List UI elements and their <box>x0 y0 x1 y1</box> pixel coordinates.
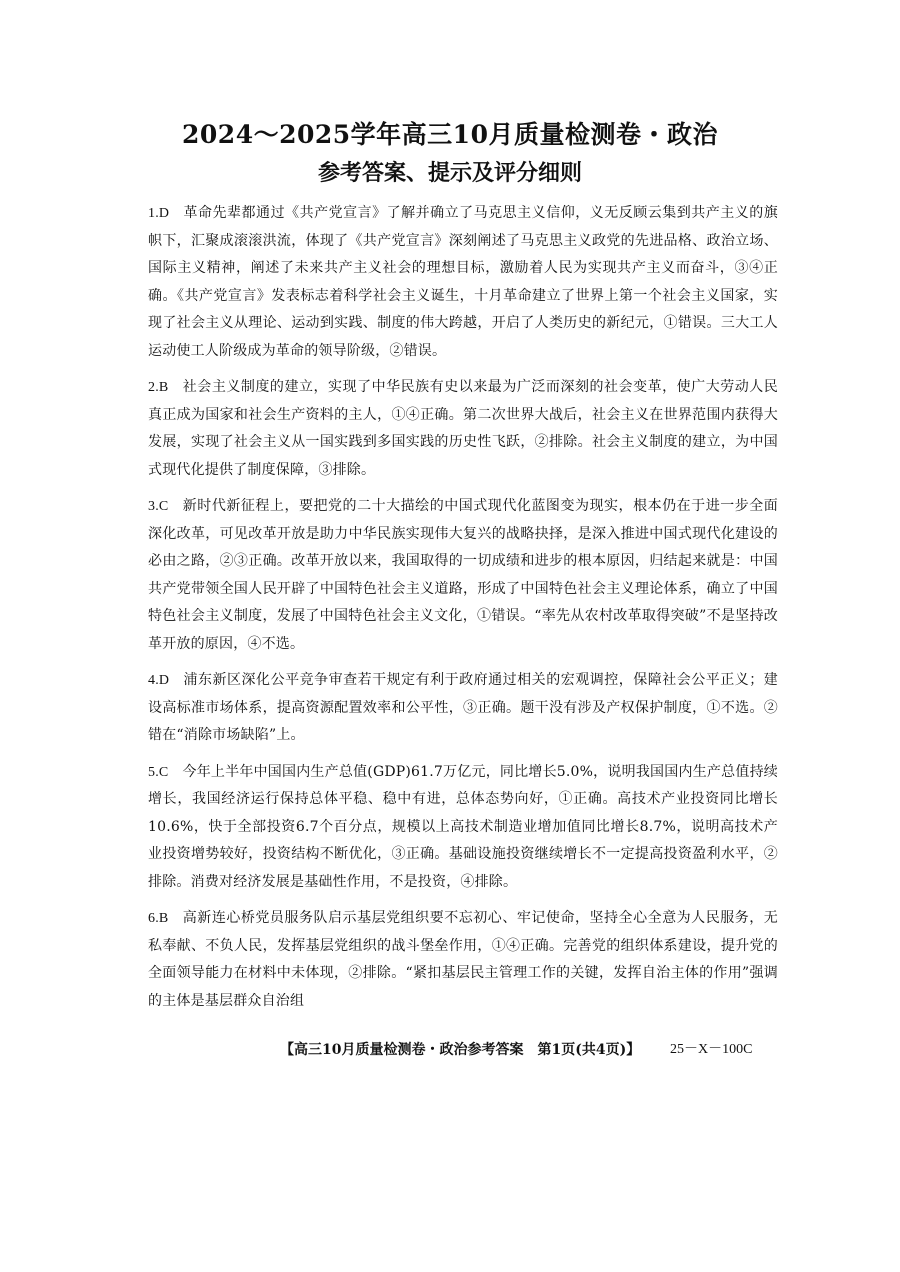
explanation-text: 新时代新征程上，要把党的二十大描绘的中国式现代化蓝图变为现实，根本仍在于进一步全面深化改革，可见改革开放是助力中华民族实现伟大复兴的战略抉择，是深入推进中国式现代化建设的必由之路，②③正确。改革开放以来，我国取得的一切成绩和进步的根本原因，归结起来就是：中国共产党带领全国人民开辟了中国特色社会主义道路，形成了中国特色社会主义理论体系，确立了中国特色社会主义制度，发展了中国特色社会主义文化，①错误。“率先从农村改革取得突破”不是坚持改革开放的原因，④不选。 <box>148 498 778 652</box>
question-number: 6. <box>148 911 159 926</box>
answer-letter: C <box>158 764 169 780</box>
question-number: 3. <box>148 499 159 514</box>
question-number: 5. <box>148 764 159 780</box>
explanation-text: 今年上半年中国国内生产总值(GDP)61.7万亿元，同比增长5.0%，说明我国国内生产总值持续增长，我国经济运行保持总体平稳、稳中有进，总体态势向好，①正确。高技术产业投资同比增长10.6%，快于全部投资6.7个百分点，规模以上高技术制造业增加值同比增长8.7%，说明高技术产业投资增势较好，投资结构不断优化，③正确。基础设施投资继续增长不一定提高投资盈利水平，②排除。消费对经济发展是基础性作用，不是投资，④排除。 <box>148 763 778 890</box>
answer-letter: C <box>158 499 169 514</box>
footer-label: 【高三10月质量检测卷・政治参考答案 第1页(共4页)】 <box>280 1042 641 1058</box>
answer-letter: D <box>158 673 170 688</box>
answer-item-5 <box>148 759 778 897</box>
answer-letter: B <box>158 380 169 395</box>
question-number: 1. <box>148 206 159 221</box>
question-number: 4. <box>148 673 159 688</box>
answer-item-3 <box>148 493 778 658</box>
answer-letter: B <box>158 911 169 926</box>
document-title: 2024～2025学年高三10月质量检测卷・政治 <box>182 120 718 149</box>
explanation-text: 社会主义制度的建立，实现了中华民族有史以来最为广泛而深刻的社会变革，使广大劳动人民真正成为国家和社会生产资料的主人，①④正确。第二次世界大战后，社会主义在世界范围内获得大发展，实现了社会主义从一国实践到多国实践的历史性飞跃，②排除。社会主义制度的建立，为中国式现代化提供了制度保障，③排除。 <box>148 379 778 478</box>
answer-item-2 <box>148 374 778 484</box>
document-code: 25－X－100C <box>670 1042 753 1057</box>
answer-item-1 <box>148 200 778 365</box>
explanation-text: 革命先辈都通过《共产党宣言》了解并确立了马克思主义信仰，义无反顾云集到共产主义的旗帜下，汇聚成滚滚洪流，体现了《共产党宣言》深刻阐述了马克思主义政党的先进品格、政治立场、国际主义精神，阐述了未来共产主义社会的理想目标，激励着人民为实现共产主义而奋斗，③④正确。《共产党宣言》发表标志着科学社会主义诞生，十月革命建立了世界上第一个社会主义国家，实现了社会主义从理论、运动到实践、制度的伟大跨越，开启了人类历史的新纪元，①错误。三大工人运动使工人阶级成为革命的领导阶级，②错误。 <box>148 205 778 359</box>
answer-item-4 <box>148 667 778 750</box>
explanation-text: 浦东新区深化公平竞争审查若干规定有利于政府通过相关的宏观调控，保障社会公平正义；建设高标准市场体系，提高资源配置效率和公平性，③正确。题干没有涉及产权保护制度，①不选。②错在“消除市场缺陷”上。 <box>148 672 778 743</box>
answer-item-6 <box>148 905 778 1015</box>
answer-letter: D <box>158 206 170 221</box>
question-number: 2. <box>148 380 159 395</box>
answer-list <box>148 200 778 1024</box>
explanation-text: 高新连心桥党员服务队启示基层党组织要不忘初心、牢记使命，坚持全心全意为人民服务，无私奉献、不负人民，发挥基层党组织的战斗堡垒作用，①④正确。完善党的组织体系建设，提升党的全面领导能力在材料中未体现，②排除。“紧扣基层民主管理工作的关键，发挥自治主体的作用”强调的主体是基层群众自治组 <box>148 910 778 1009</box>
page-footer <box>280 1040 780 1060</box>
title-block <box>0 118 900 190</box>
document-subtitle: 参考答案、提示及评分细则 <box>317 160 582 186</box>
